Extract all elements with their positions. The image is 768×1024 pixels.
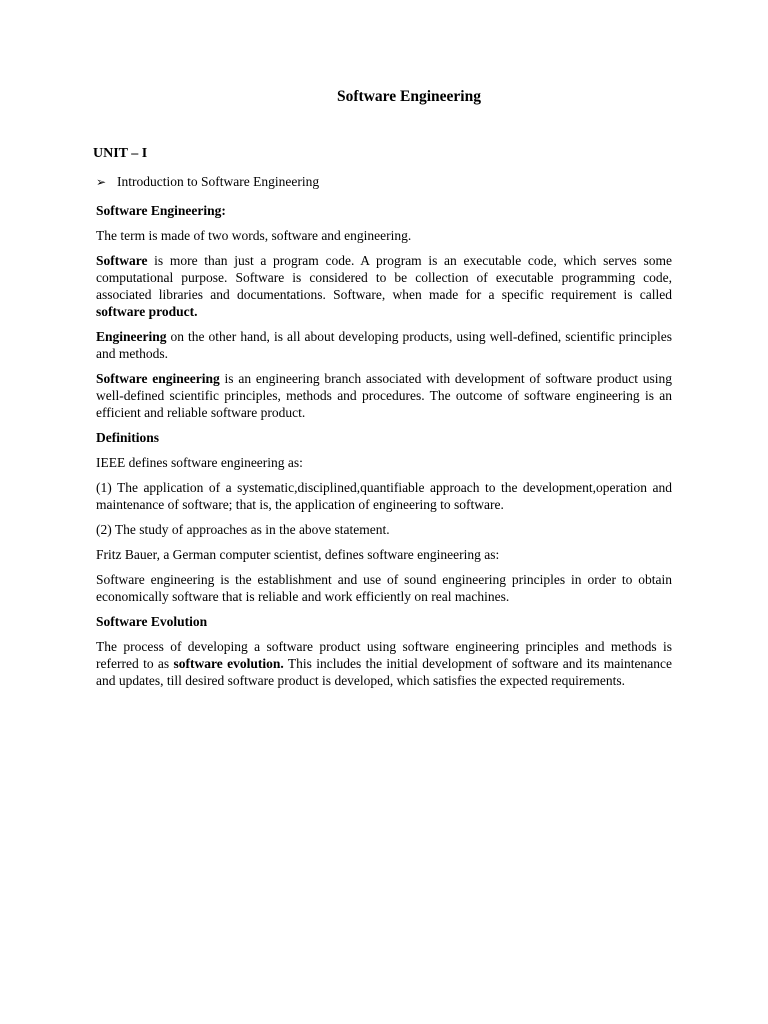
paragraph-bauer-definition: Software engineering is the establishment and use of sound engineering principles in order to obtain economically software that is reliable and work efficiently on real machines. <box>96 572 672 604</box>
bold-term-software-product: software product. <box>96 304 198 319</box>
paragraph-software-text: is more than just a program code. A program is an executable code, which serves some computational purpose. Software is considered to be collection of executable programming code, associated libraries and documentations. Software, when made for a specific requirement is called <box>96 253 672 302</box>
paragraph-software <box>96 252 672 320</box>
bold-term-software-engineering: Software engineering <box>96 371 220 386</box>
bullet-text: Introduction to Software Engineering <box>117 174 320 189</box>
section-heading-software-evolution: Software Evolution <box>96 614 208 629</box>
bullet-item <box>96 173 319 191</box>
arrowhead-bullet-icon: ➢ <box>96 175 107 189</box>
paragraph-engineering <box>96 328 672 362</box>
paragraph-evolution-text-end: This includes the initial development of software and its maintenance and updates, till desired software product is developed, which satisfies the expected requirements. <box>96 656 672 688</box>
document-body <box>96 202 672 697</box>
paragraph-software-evolution <box>96 638 672 689</box>
section-heading-definitions: Definitions <box>96 430 160 445</box>
paragraph-bauer-intro: Fritz Bauer, a German computer scientist, defines software engineering as: <box>96 547 500 562</box>
section-heading-software-engineering: Software Engineering: <box>96 203 226 218</box>
bold-term-software-evolution: software evolution. <box>173 656 284 671</box>
unit-heading: UNIT – I <box>93 146 148 161</box>
paragraph-engineering-text: on the other hand, is all about developing products, using well-defined, scientific principles and methods. <box>96 329 672 361</box>
paragraph-ieee-definition-2: (2) The study of approaches as in the above statement. <box>96 522 390 537</box>
paragraph-ieee-definition-1: (1) The application of a systematic,disciplined,quantifiable approach to the development,operation and maintenance of software; that is, the application of engineering to software. <box>96 480 672 512</box>
bold-term-engineering: Engineering <box>96 329 167 344</box>
paragraph-term-definition: The term is made of two words, software and engineering. <box>96 228 412 243</box>
page-title: Software Engineering <box>337 88 481 105</box>
paragraph-ieee-intro: IEEE defines software engineering as: <box>96 455 303 470</box>
paragraph-software-engineering-text: is an engineering branch associated with development of software product using well-defined scientific principles, methods and procedures. The outcome of software engineering is an efficient and reliable software product. <box>96 371 672 420</box>
paragraph-evolution-text: The process of developing a software product using software engineering principles and methods is referred to as <box>96 639 672 671</box>
bold-term-software: Software <box>96 253 148 268</box>
paragraph-software-engineering <box>96 370 672 421</box>
